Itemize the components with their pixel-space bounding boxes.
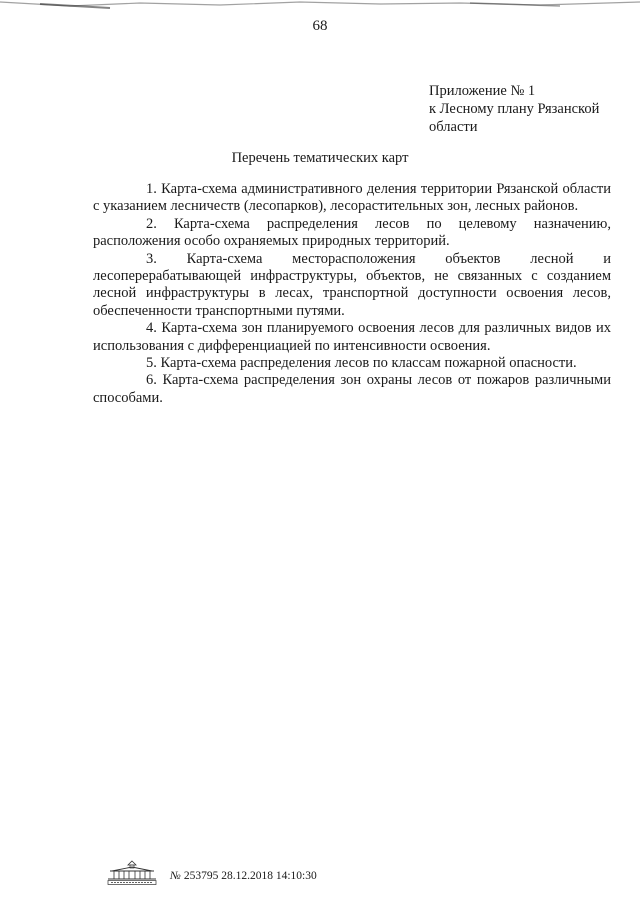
list-item: 3. Карта-схема месторасположения объектов лесной и лесоперерабатывающей инфраструктуры, объектов, не связанных с созданием лесной инфраструктуры в лесах, транспортной доступности освоения лесов, обеспеченности транспортными путями. <box>93 250 611 319</box>
registration-number-mark: № <box>170 870 181 882</box>
list-item: 6. Карта-схема распределения зон охраны лесов от пожаров различными способами. <box>93 372 611 406</box>
document-title: Перечень тематических карт <box>231 150 409 166</box>
registration-number-date: 253795 28.12.2018 14:10:30 <box>183 870 317 882</box>
list-item: 1. Карта-схема административного деления территории Рязанской области с указанием лесничеств (лесопарков), лесорастительных зон, лесных районов. <box>93 181 611 215</box>
registration-stamp <box>170 870 317 882</box>
appendix-line-1: Приложение № 1 <box>429 83 536 99</box>
map-list <box>93 181 611 407</box>
list-item: 4. Карта-схема зон планируемого освоения лесов для различных видов их использования с дифференциацией по интенсивности освоения. <box>93 320 611 354</box>
appendix-line-3: области <box>429 119 478 135</box>
appendix-heading <box>429 82 599 136</box>
building-logo-icon <box>104 859 160 887</box>
list-item: 2. Карта-схема распределения лесов по целевому назначению, расположения особо охраняемых природных территорий. <box>93 215 611 250</box>
page-number: 68 <box>312 18 328 34</box>
appendix-line-2: к Лесному плану Рязанской <box>429 101 600 117</box>
list-item: 5. Карта-схема распределения лесов по классам пожарной опасности. <box>146 355 577 372</box>
scan-edge-artifact <box>0 0 640 10</box>
